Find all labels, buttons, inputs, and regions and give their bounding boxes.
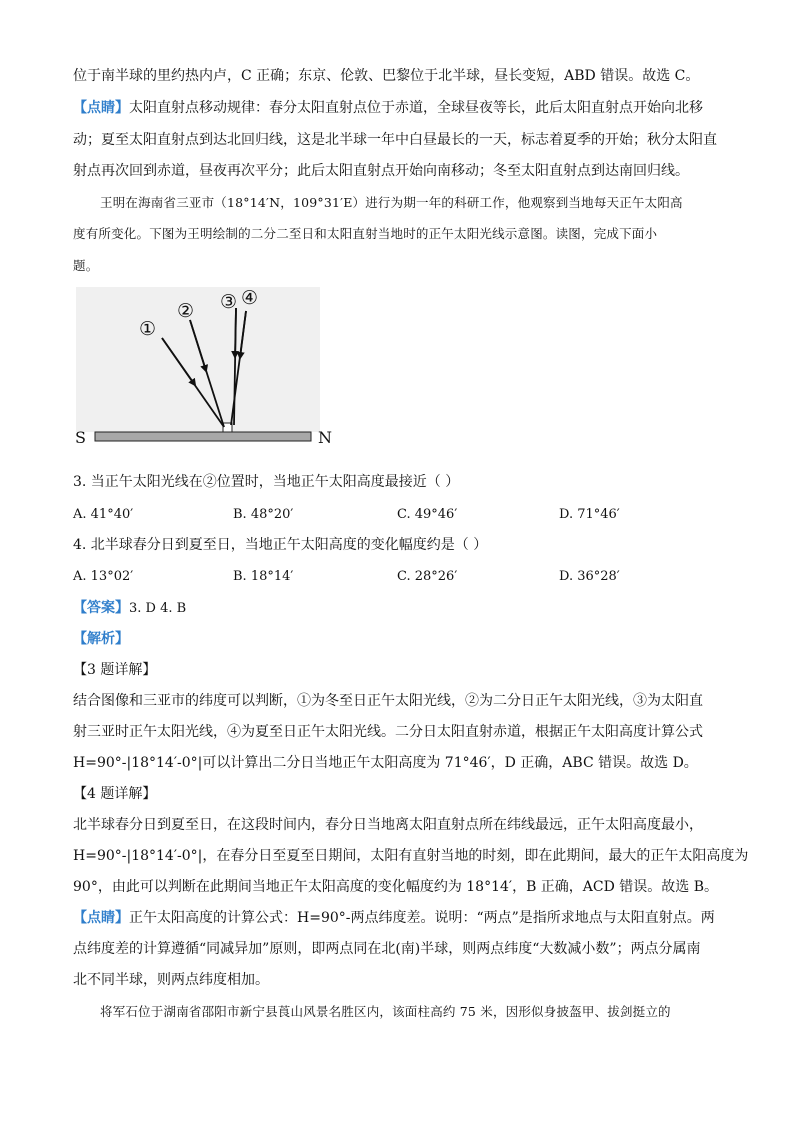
detail-4-heading: 【4 题详解】 [73, 786, 157, 802]
key-point-tag: 【点睛】 [73, 100, 129, 116]
detail-3-heading: 【3 题详解】 [73, 662, 157, 678]
detail-3-line: 射三亚时正午太阳光线，④为夏至日正午太阳光线。二分日太阳直射赤道，根据正午太阳高度计算公式 [73, 724, 703, 740]
key-point-2-line: 北不同半球，则两点纬度相加。 [73, 972, 269, 988]
ray-3-label: ③ [220, 291, 238, 313]
answer-line [73, 598, 723, 619]
key-point-2-text: 正午太阳高度的计算公式：H=90°-两点纬度差。说明：“两点”是指所求地点与太阳直射点。两 [129, 910, 715, 926]
detail-4-line: H=90°-|18°14′-0°|，在春分日至夏至日期间，太阳有直射当地的时刻，即在此期间，最大的正午太阳高度为 [73, 848, 749, 864]
q4-option-a: A. 13°02′ [73, 569, 134, 584]
answer-text: 3. D 4. B [129, 601, 187, 616]
question-4-stem: 4. 北半球春分日到夏至日，当地正午太阳高度的变化幅度约是（ ） [73, 537, 488, 553]
detail-4-line: 90°，由此可以判断在此期间当地正午太阳高度的变化幅度约为 18°14′，B 正确，ACD 错误。故选 B。 [73, 879, 719, 895]
north-label: N [318, 428, 332, 447]
ray-1-label: ① [139, 318, 157, 340]
south-label: S [75, 428, 86, 447]
q3-option-c: C. 49°46′ [397, 507, 458, 522]
key-point-2-tag: 【点睛】 [73, 910, 129, 926]
key-point-line [73, 98, 723, 118]
q4-option-c: C. 28°26′ [397, 569, 458, 584]
figure-background [76, 287, 320, 432]
paragraph-line: 位于南半球的里约热内卢，C 正确；东京、伦敦、巴黎位于北半球，昼长变短，ABD 错误。故选 C。 [73, 68, 700, 84]
sun-ray-3-arrow [235, 308, 236, 357]
detail-4-line: 北半球春分日到夏至日，在这段时间内，春分日当地离太阳直射点所在纬线最远，正午太阳高度最小， [73, 817, 703, 833]
key-point-text: 太阳直射点移动规律：春分太阳直射点位于赤道，全球昼夜等长，此后太阳直射点开始向北移 [129, 100, 703, 116]
q3-option-b: B. 48°20′ [233, 507, 294, 522]
next-intro-line: 将军石位于湖南省邵阳市新宁县莨山风景名胜区内，该面柱高约 75 米，因形似身披盔甲、拔剑挺立的 [100, 1004, 671, 1019]
paragraph-line: 动；夏至太阳直射点到达北回归线，这是北半球一年中白昼最长的一天，标志着夏季的开始；秋分太阳直 [73, 132, 717, 148]
sun-ray-diagram [73, 285, 343, 450]
q3-option-d: D. 71°46′ [559, 507, 620, 522]
q3-option-a: A. 41°40′ [73, 507, 134, 522]
analysis-heading [73, 629, 723, 649]
ray-2-label: ② [177, 300, 195, 322]
q4-option-d: D. 36°28′ [559, 569, 620, 584]
intro-line: 题。 [73, 258, 99, 273]
paragraph-line: 射点再次回到赤道，昼夜再次平分；此后太阳直射点开始向南移动；冬至太阳直射点到达南回归线。 [73, 163, 689, 179]
ray-4-label: ④ [241, 287, 259, 309]
question-3-stem: 3. 当正午太阳光线在②位置时，当地正午太阳高度最接近（ ） [73, 474, 460, 490]
answer-tag: 【答案】 [73, 600, 129, 616]
intro-line: 度有所变化。下图为王明绘制的二分二至日和太阳直射当地时的正午太阳光线示意图。读图，完成下面小 [73, 226, 658, 241]
key-point-2-line [73, 908, 723, 928]
q4-option-b: B. 18°14′ [233, 569, 294, 584]
intro-line: 王明在海南省三亚市（18°14′N，109°31′E）进行为期一年的科研工作，他观察到当地每天正午太阳高 [100, 195, 683, 210]
detail-3-line: 结合图像和三亚市的纬度可以判断，①为冬至日正午太阳光线，②为二分日正午太阳光线，③为太阳直 [73, 693, 703, 709]
ground-bar [95, 432, 311, 441]
key-point-2-line: 点纬度差的计算遵循“同减异加”原则，即两点同在北(南)半球，则两点纬度“大数减小数”；两点分属南 [73, 941, 701, 957]
analysis-tag: 【解析】 [73, 631, 129, 647]
detail-3-line: H=90°-|18°14′-0°|可以计算出二分日当地正午太阳高度为 71°46′，D 正确，ABC 错误。故选 D。 [73, 755, 698, 771]
